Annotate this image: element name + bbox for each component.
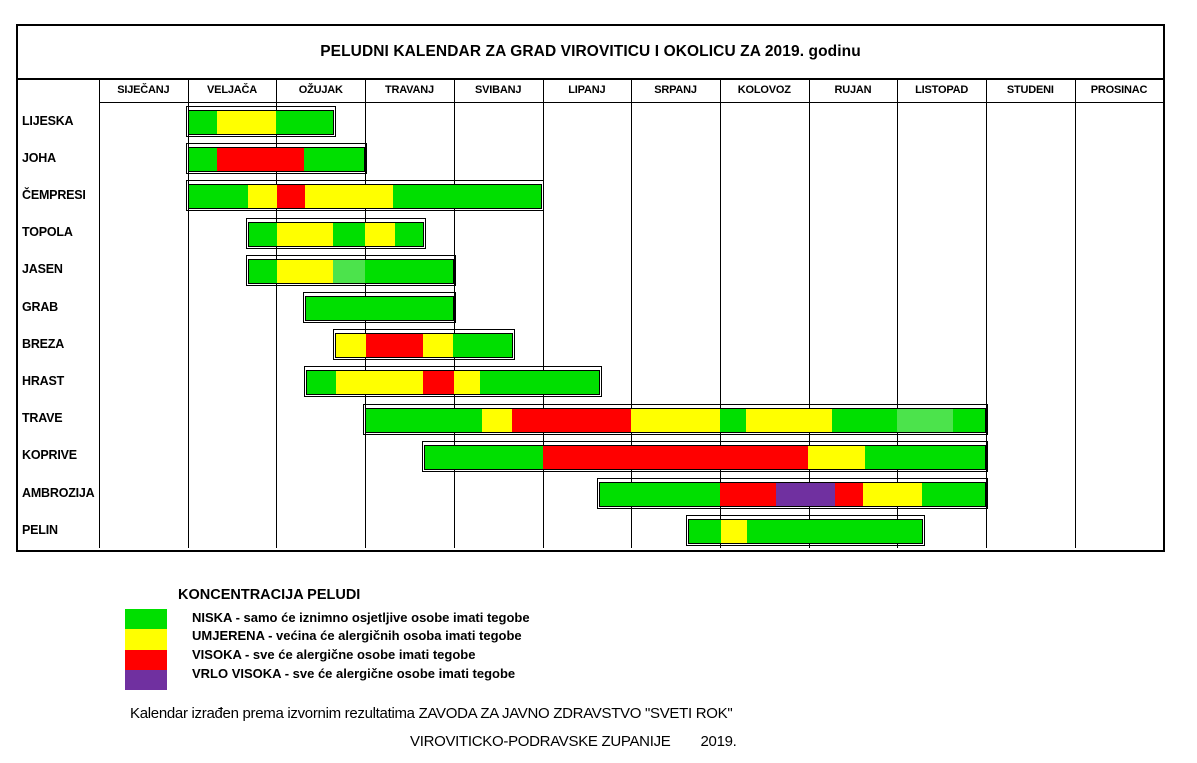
bar-segment-umjerena: [248, 185, 277, 208]
bar-segment-visoka: [720, 483, 776, 506]
legend-swatch-umjerena: [125, 629, 167, 649]
bar-segment-niska: [832, 409, 897, 432]
species-label: AMBROZIJA: [22, 485, 95, 500]
bar-segment-niska: [747, 520, 922, 543]
pollen-bar: [305, 296, 454, 321]
bar-segment-visoka: [543, 446, 808, 469]
species-label: KOPRIVE: [22, 448, 77, 463]
bar-segment-niska: [393, 185, 541, 208]
pollen-bar: [599, 482, 986, 507]
species-label: GRAB: [22, 299, 59, 314]
pollen-bar: [335, 333, 513, 358]
bar-segment-niska: [304, 148, 364, 171]
footer-note-line2: [410, 733, 737, 750]
pollen-bar: [188, 147, 365, 172]
bar-segment-niska: [395, 223, 423, 246]
bar-segment-visoka: [366, 334, 423, 357]
footer-institution: VIROVITICKO-PODRAVSKE ZUPANIJE: [410, 733, 671, 750]
legend-swatch-vrlo_visoka: [125, 670, 167, 690]
month-header-cell: SRPANJ: [654, 84, 697, 96]
bar-segment-niska: [720, 409, 747, 432]
bar-segment-niska: [425, 446, 543, 469]
bar-segment-visoka: [423, 371, 454, 394]
pollen-bar: [188, 184, 543, 209]
month-header-cell: RUJAN: [834, 84, 872, 96]
bar-segment-niska: [249, 223, 277, 246]
bar-segment-niska: [306, 297, 453, 320]
species-label: BREZA: [22, 336, 65, 351]
month-header-cell: VELJAČA: [207, 84, 257, 96]
bar-segment-niska: [689, 520, 721, 543]
bar-segment-umjerena: [721, 520, 747, 543]
bar-segment-vrlo_visoka: [776, 483, 835, 506]
bar-segment-umjerena: [277, 260, 333, 283]
bar-segment-niska: [189, 185, 248, 208]
bar-segment-niska: [333, 223, 365, 246]
label-column-divider: [99, 78, 100, 548]
bar-segment-visoka: [512, 409, 631, 432]
bar-segment-umjerena: [631, 409, 719, 432]
pollen-bar: [365, 408, 986, 433]
bar-segment-umjerena: [863, 483, 922, 506]
month-header-cell: LISTOPAD: [915, 84, 969, 96]
month-header-cell: STUDENI: [1006, 84, 1054, 96]
species-label: TOPOLA: [22, 225, 73, 240]
bar-segment-niska: [189, 111, 217, 134]
month-header-cell: SVIBANJ: [475, 84, 522, 96]
month-header-cell: TRAVANJ: [384, 84, 434, 96]
bar-segment-niska: [249, 260, 277, 283]
legend-item-text: VISOKA - sve će alergične osobe imati tegobe: [192, 646, 476, 662]
legend-swatch-niska: [125, 609, 167, 629]
bar-segment-niska: [366, 409, 482, 432]
pollen-bar: [306, 370, 601, 395]
bar-segment-umjerena: [454, 371, 480, 394]
species-label: JASEN: [22, 262, 63, 277]
bar-segment-visoka: [277, 185, 305, 208]
bar-segment-umjerena: [336, 371, 423, 394]
pollen-bar: [248, 259, 454, 284]
species-label: JOHA: [22, 150, 56, 165]
bar-segment-niska: [276, 111, 333, 134]
bar-segment-niska_light: [333, 260, 365, 283]
legend-item-text: VRLO VISOKA - sve će alergične osobe imati tegobe: [192, 665, 516, 681]
legend-item-text: NISKA - samo će iznimno osjetljive osobe imati tegobe: [192, 609, 530, 625]
bar-segment-umjerena: [808, 446, 865, 469]
bar-segment-niska: [453, 334, 512, 357]
month-gridline: [1075, 78, 1076, 548]
species-label: PELIN: [22, 522, 58, 537]
month-header-cell: KOLOVOZ: [737, 84, 791, 96]
bar-segment-niska: [600, 483, 720, 506]
footer-year: 2019.: [700, 733, 737, 750]
legend-swatch-visoka: [125, 650, 167, 670]
bar-segment-niska: [865, 446, 985, 469]
pollen-bar: [188, 110, 334, 135]
page-title: PELUDNI KALENDAR ZA GRAD VIROVITICU I OKOLICU ZA 2019. godinu: [320, 42, 861, 60]
bar-segment-umjerena: [746, 409, 832, 432]
bar-segment-umjerena: [423, 334, 454, 357]
legend-item-text: UMJERENA - većina će alergičnih osoba imati tegobe: [192, 628, 522, 644]
month-header-cell: OŽUJAK: [298, 84, 343, 96]
bar-segment-visoka: [835, 483, 863, 506]
bar-segment-niska: [480, 371, 599, 394]
month-header-cell: PROSINAC: [1090, 84, 1148, 96]
species-label: TRAVE: [22, 411, 63, 426]
species-label: LIJESKA: [22, 113, 74, 128]
bar-segment-umjerena: [305, 185, 393, 208]
bar-segment-umjerena: [336, 334, 366, 357]
bar-segment-umjerena: [482, 409, 512, 432]
bar-segment-niska: [189, 148, 217, 171]
bar-segment-umjerena: [217, 111, 277, 134]
bar-segment-umjerena: [277, 223, 333, 246]
bar-segment-niska: [365, 260, 453, 283]
month-header-cell: SIJEČANJ: [117, 84, 170, 96]
legend-title: KONCENTRACIJA PELUDI: [178, 587, 361, 603]
bar-segment-niska: [953, 409, 985, 432]
month-gridline: [543, 78, 544, 548]
species-label: ČEMPRESI: [22, 187, 86, 202]
species-label: HRAST: [22, 373, 65, 388]
bar-segment-umjerena: [365, 223, 395, 246]
pollen-bar: [424, 445, 986, 470]
month-header-cell: LIPANJ: [568, 84, 606, 96]
bar-segment-visoka: [217, 148, 305, 171]
bar-segment-niska: [922, 483, 985, 506]
footer-note-line1: Kalendar izrađen prema izvornim rezultatima ZAVODA ZA JAVNO ZDRAVSTVO "SVETI ROK": [130, 705, 733, 722]
pollen-bar: [688, 519, 923, 544]
pollen-bar: [248, 222, 424, 247]
bar-segment-niska: [307, 371, 336, 394]
bar-segment-niska_light: [897, 409, 954, 432]
